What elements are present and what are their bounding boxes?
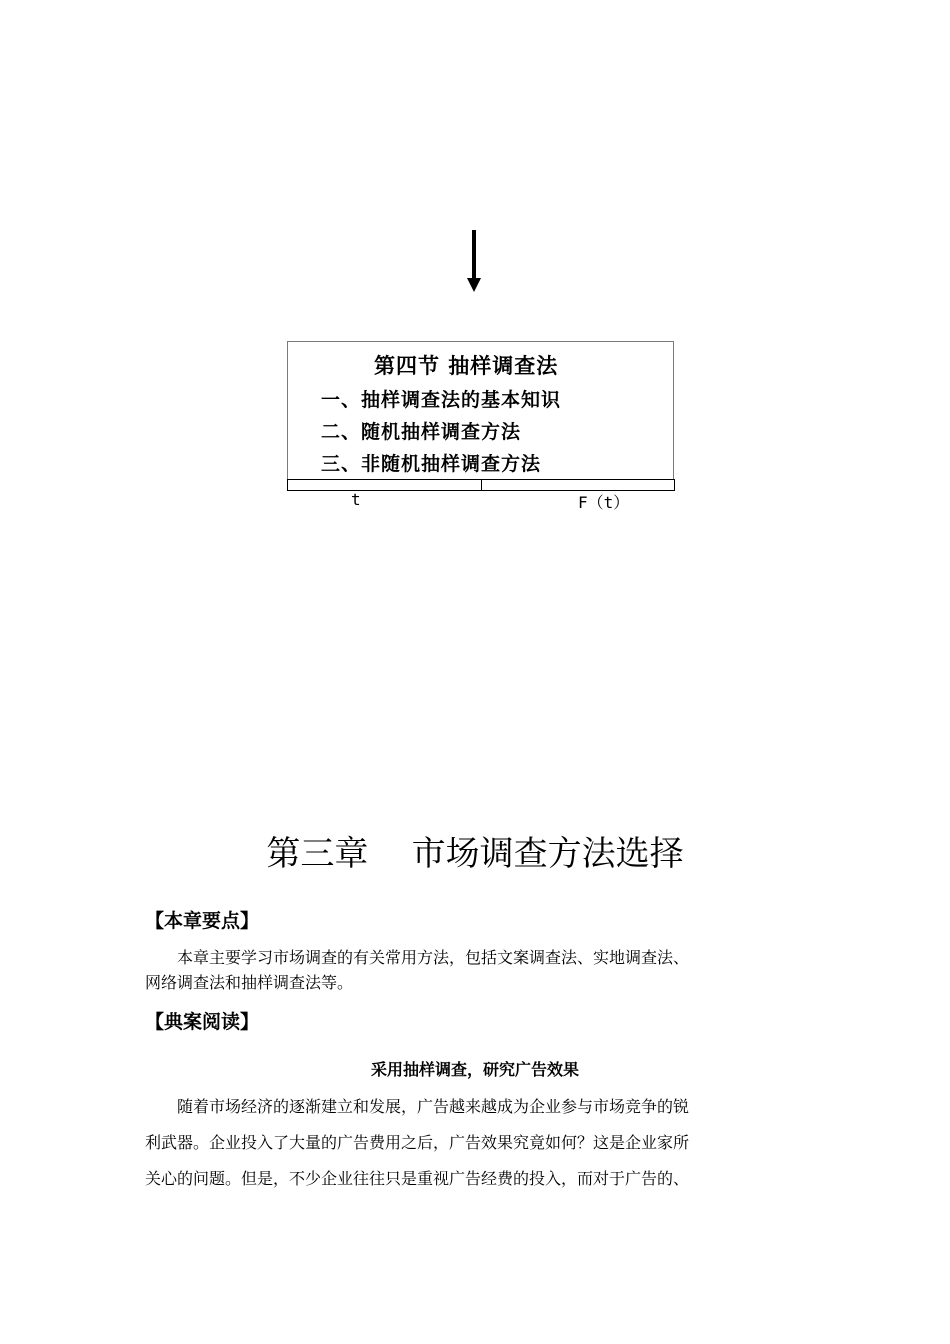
outline-item: 二、随机抽样调查方法 xyxy=(321,421,522,443)
key-points-heading: 【本章要点】 xyxy=(145,910,260,932)
case-paragraph-line: 随着市场经济的逐渐建立和发展，广告越来越成为企业参与市场竞争的锐 xyxy=(145,1097,690,1116)
case-title: 采用抽样调查，研究广告效果 xyxy=(370,1060,579,1079)
section-outline-box xyxy=(287,341,674,480)
table-divider xyxy=(481,480,482,490)
outline-item: 三、非随机抽样调查方法 xyxy=(321,453,542,475)
outline-item: 一、抽样调查法的基本知识 xyxy=(321,389,562,411)
chapter-title: 第三章 市场调查方法选择 xyxy=(266,834,684,874)
key-points-line: 本章主要学习市场调查的有关常用方法，包括文案调查法、实地调查法、 xyxy=(145,948,690,967)
down-arrow-icon xyxy=(466,230,482,294)
case-paragraph-line: 利武器。企业投入了大量的广告费用之后，广告效果究竟如何？这是企业家所 xyxy=(145,1133,690,1152)
section-title: 第四节 抽样调查法 xyxy=(374,353,559,378)
key-points-line: 网络调查法和抽样调查法等。 xyxy=(145,973,354,992)
table-col-t: t xyxy=(351,490,361,509)
case-paragraph-line: 关心的问题。但是，不少企业往往只是重视广告经费的投入，而对于广告的、 xyxy=(145,1169,690,1188)
case-reading-heading: 【典案阅读】 xyxy=(145,1011,260,1033)
table-col-ft: F（t） xyxy=(578,493,630,512)
